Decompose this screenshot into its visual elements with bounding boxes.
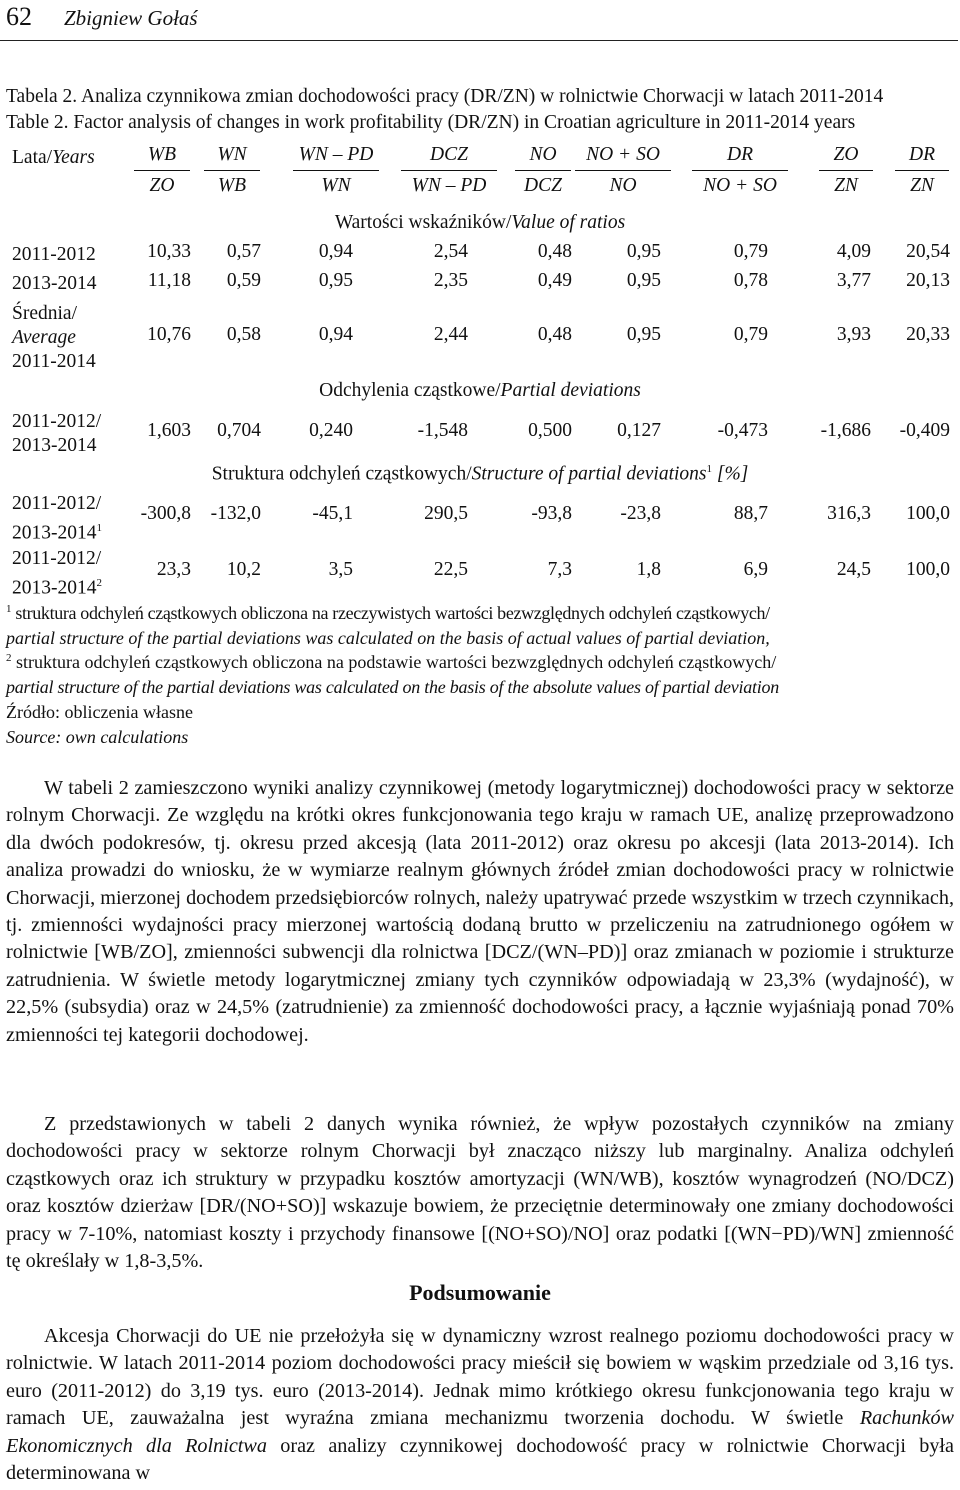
header-years-en: Years: [52, 147, 95, 168]
row-label-line: 2011-2012: [12, 244, 96, 265]
table-cell: -1,686: [820, 420, 871, 441]
table-cell: 0,94: [318, 324, 353, 345]
table-cell: 3,93: [836, 324, 871, 345]
table-cell: 20,13: [906, 270, 950, 291]
footnote-1: [6, 603, 770, 624]
section-partial-pl: Odchylenia cząstkowe/: [319, 380, 501, 401]
header-ratio-numerator: ZO: [833, 144, 859, 165]
table-cell: 0,95: [626, 241, 661, 262]
table-cell: 0,704: [217, 420, 261, 441]
table-cell: 0,500: [528, 420, 572, 441]
table-cell: 10,33: [147, 241, 191, 262]
section-values-en: Value of ratios: [511, 212, 626, 233]
table-cell: 0,79: [733, 241, 768, 262]
row-label: [12, 243, 96, 267]
table-cell: 24,5: [836, 559, 871, 580]
author-name: Zbigniew Gołaś: [64, 6, 198, 30]
table-cell: -93,8: [531, 503, 572, 524]
table-cell: 0,95: [318, 270, 353, 291]
table-cell: 0,58: [226, 324, 261, 345]
section-structure-en: Structure of partial deviations: [471, 463, 707, 485]
table-cell: 7,3: [547, 559, 572, 580]
table-cell: -132,0: [210, 503, 261, 524]
row-label: [12, 410, 101, 458]
header-ratio-3: [286, 140, 386, 201]
row-label-line: 2013-2014$^2$: [12, 577, 102, 599]
table-cell: 20,54: [906, 241, 950, 262]
row-label-line: Średnia/: [12, 303, 77, 324]
header-ratio-denominator: WN – PD: [411, 175, 487, 196]
body-paragraph-2: Z przedstawionych w tabeli 2 danych wynika również, że wpływ pozostałych czynników na zmiany dochodowości pracy w sektorze rolnym Chorwacji był znacząco niższy lub marginalny. Analiza odchyleń cząstkowych oraz ich struktury w przypadku kosztów amortyzacji (WN/WB), kosztów wynagrodzeń (NO/DCZ) oraz kosztów dzierżaw [DR/(NO+SO)] wskazuje bowiem, że przeciętnie determinowały one zmiany dochodowości pracy w 7-10%, natomiast koszty i przychody finansowe [(NO+SO)/NO] oraz podatki [(WN−PD)/WN] zmienność tę określały w 1,8-3,5%.: [6, 1113, 954, 1273]
header-years-pl: Lata/: [12, 147, 53, 168]
row-label: [12, 492, 102, 546]
table-cell: 0,127: [617, 420, 661, 441]
table-cell: 0,240: [309, 420, 353, 441]
table-cell: 2,35: [433, 270, 468, 291]
header-ratio-9: [888, 140, 956, 201]
header-ratio-numerator: WN: [217, 144, 247, 165]
table-cell: -1,548: [417, 420, 468, 441]
section-title-partial: [0, 380, 960, 402]
table-cell: 11,18: [147, 270, 191, 291]
paragraph-3-italic: Rachunków Ekonomicznych dla Rolnictwa: [6, 1407, 954, 1457]
header-ratio-denominator: WN: [321, 175, 351, 196]
header-ratio-denominator: ZO: [149, 175, 175, 196]
table-cell: 0,49: [537, 270, 572, 291]
row-label-line: 2011-2012/: [12, 411, 102, 432]
table-cell: 3,5: [328, 559, 353, 580]
paragraph-3-part-a: Akcesja Chorwacji do UE nie przełożyła się w dynamiczny wzrost realnego poziomu dochodowości pracy w rolnictwie. W latach 2011-2014 poziom dochodowości pracy mieścił się bowiem w wąskim przedziale od 3,16 tys. euro (2011-2012) do 3,19 tys. euro (2013-2014). Jednak mimo krótkiego okresu funkcjonowania tego kraju w ramach UE, zauważalna jest wyraźna zmiana mechanizmu tworzenia dochodu. W świetle: [6, 1325, 954, 1430]
header-ratio-denominator: ZN: [910, 175, 934, 196]
table-cell: 100,0: [906, 503, 950, 524]
section-structure-suffix: [%]: [712, 463, 749, 485]
table-cell: 100,0: [906, 559, 950, 580]
running-head: [0, 0, 958, 41]
row-label: [12, 272, 97, 296]
header-years-label: [12, 147, 95, 169]
section-title-structure: [0, 463, 960, 486]
table-cell: 0,78: [733, 270, 768, 291]
table-cell: 0,59: [226, 270, 261, 291]
header-ratio-numerator: DR: [727, 144, 753, 165]
table-cell: 0,48: [537, 324, 572, 345]
row-label-sup: 2: [96, 577, 102, 589]
header-ratio-denominator: WB: [217, 175, 247, 196]
footnote-2: [6, 652, 776, 673]
section-title-values: [0, 212, 960, 234]
row-label-sup: 1: [96, 522, 102, 534]
table-caption-en: Table 2. Factor analysis of changes in work profitability (DR/ZN) in Croatian agriculture in 2011-2014 years: [6, 112, 856, 133]
row-label-line: 2011-2012/: [12, 493, 102, 514]
row-label-line: 2013-2014$^1$: [12, 522, 102, 544]
footnote-1-en: partial structure of the partial deviations was calculated on the basis of actual values of partial deviation,: [6, 628, 770, 648]
table-cell: 1,8: [636, 559, 661, 580]
header-ratio-6: [568, 140, 678, 201]
table-cell: -23,8: [620, 503, 661, 524]
footnote-2-pl: struktura odchyleń cząstkowych obliczona na podstawie wartości bezwzględnych odchyleń cząstkowych/: [16, 652, 777, 672]
header-ratio-numerator: NO: [529, 144, 557, 165]
header-ratio-2: [197, 140, 267, 201]
table-cell: 2,44: [433, 324, 468, 345]
table-cell: 23,3: [156, 559, 191, 580]
footnote-1-pl: struktura odchyleń cząstkowych obliczona na rzeczywistych wartości bezwzględnych odchyleń cząstkowych/: [15, 603, 770, 623]
header-ratio-denominator: NO + SO: [703, 175, 777, 196]
table-cell: -0,409: [899, 420, 950, 441]
row-label-line: 2013-2014: [12, 435, 97, 456]
header-ratio-1: [127, 140, 197, 201]
table-cell: 290,5: [424, 503, 468, 524]
footnote-1-mark: 1: [6, 603, 12, 615]
table-cell: 20,33: [906, 324, 950, 345]
table-cell: 316,3: [827, 503, 871, 524]
row-label-line: 2013-2014: [12, 273, 97, 294]
header-ratio-numerator: DR: [909, 144, 935, 165]
header-ratio-4: [394, 140, 504, 201]
row-label: [12, 302, 96, 374]
table-cell: 2,54: [433, 241, 468, 262]
header-ratio-denominator: NO: [609, 175, 637, 196]
row-label-line: 2011-2014: [12, 351, 96, 372]
paragraph-3-part-b: oraz analizy czynnikowej dochodowość pracy w rolnictwie Chorwacji była determinowana w: [6, 1434, 954, 1485]
table-cell: 1,603: [147, 420, 191, 441]
table-cell: 10,76: [147, 324, 191, 345]
section-structure-sup: 1: [706, 463, 713, 475]
source-pl: Źródło: obliczenia własne: [6, 702, 193, 722]
table-cell: 0,48: [537, 241, 572, 262]
footnote-2-mark: 2: [6, 652, 12, 664]
table-cell: 0,79: [733, 324, 768, 345]
header-ratio-7: [685, 140, 795, 201]
table-cell: 6,9: [743, 559, 768, 580]
header-ratio-numerator: WN – PD: [298, 144, 374, 165]
table-cell: 10,2: [226, 559, 261, 580]
table-caption-pl: Tabela 2. Analiza czynnikowa zmian dochodowości pracy (DR/ZN) w rolnictwie Chorwacji w latach 2011-2014: [6, 86, 884, 107]
table-cell: 3,77: [836, 270, 871, 291]
table-cell: 22,5: [433, 559, 468, 580]
page-number: 62: [6, 2, 32, 31]
header-ratio-numerator: WB: [147, 144, 177, 165]
table-cell: -300,8: [140, 503, 191, 524]
table-cell: 4,09: [836, 241, 871, 262]
section-heading-summary: Podsumowanie: [409, 1280, 551, 1305]
table-cell: -0,473: [717, 420, 768, 441]
header-ratio-numerator: NO + SO: [586, 144, 660, 165]
header-ratio-denominator: DCZ: [524, 175, 562, 196]
row-label-line: Average: [12, 327, 76, 348]
source-en: Source: own calculations: [6, 727, 189, 747]
table-cell: 0,57: [226, 241, 261, 262]
header-ratio-denominator: ZN: [834, 175, 858, 196]
section-structure-pl: Struktura odchyleń cząstkowych/: [211, 463, 472, 485]
row-label-line: 2011-2012/: [12, 548, 102, 569]
table-cell: 0,95: [626, 270, 661, 291]
table-cell: 88,7: [733, 503, 768, 524]
header-ratio-8: [812, 140, 880, 201]
row-label: [12, 547, 102, 601]
header-ratio-numerator: DCZ: [430, 144, 468, 165]
table-cell: 0,94: [318, 241, 353, 262]
body-paragraph-1: W tabeli 2 zamieszczono wyniki analizy czynnikowej (metody logarytmicznej) dochodowości pracy w sektorze rolnym Chorwacji. Ze względu na krótki okres funkcjonowania tego kraju w ramach UE, analizę przeprowadzono dla dwóch podokresów, tj. okresu przed akcesją (lata 2011-2012) oraz okresu po akcesji (lata 2013-2014). Ich analiza prowadzi do wniosku, że w wymiarze realnym głównych źródeł zmian dochodowości pracy w rolnictwie Chorwacji, mierzonej dochodem przedsiębiorców rolnych, należy upatrywać przede wszystkim w trzech czynnikach, tj. zmienności wydajności pracy mierzonej wartością dodaną brutto w przeliczeniu na zatrudnionego ogółem w rolnictwie [WB/ZO], zmienności subwencji dla rolnictwa [DCZ/(WN–PD)] oraz zmianach w poziomie i strukturze zatrudnienia. W świetle metody logarytmicznej zmiany tych czynników odpowiadają w 23,3% (wydajność), w 22,5% (subsydia) oraz w 24,5% (zatrudnienie) za zmienność dochodowości pracy, a łącznie wyjaśniają ponad 70% zmienności tej kategorii dochodowej.: [6, 777, 954, 1046]
section-values-pl: Wartości wskaźników/: [334, 212, 512, 233]
footnote-2-en: partial structure of the partial deviations was calculated on the basis of the absolute values of partial deviation: [6, 677, 780, 697]
section-partial-en: Partial deviations: [500, 380, 641, 401]
table-cell: -45,1: [312, 503, 353, 524]
table-cell: 0,95: [626, 324, 661, 345]
body-paragraph-3: [6, 1323, 954, 1487]
